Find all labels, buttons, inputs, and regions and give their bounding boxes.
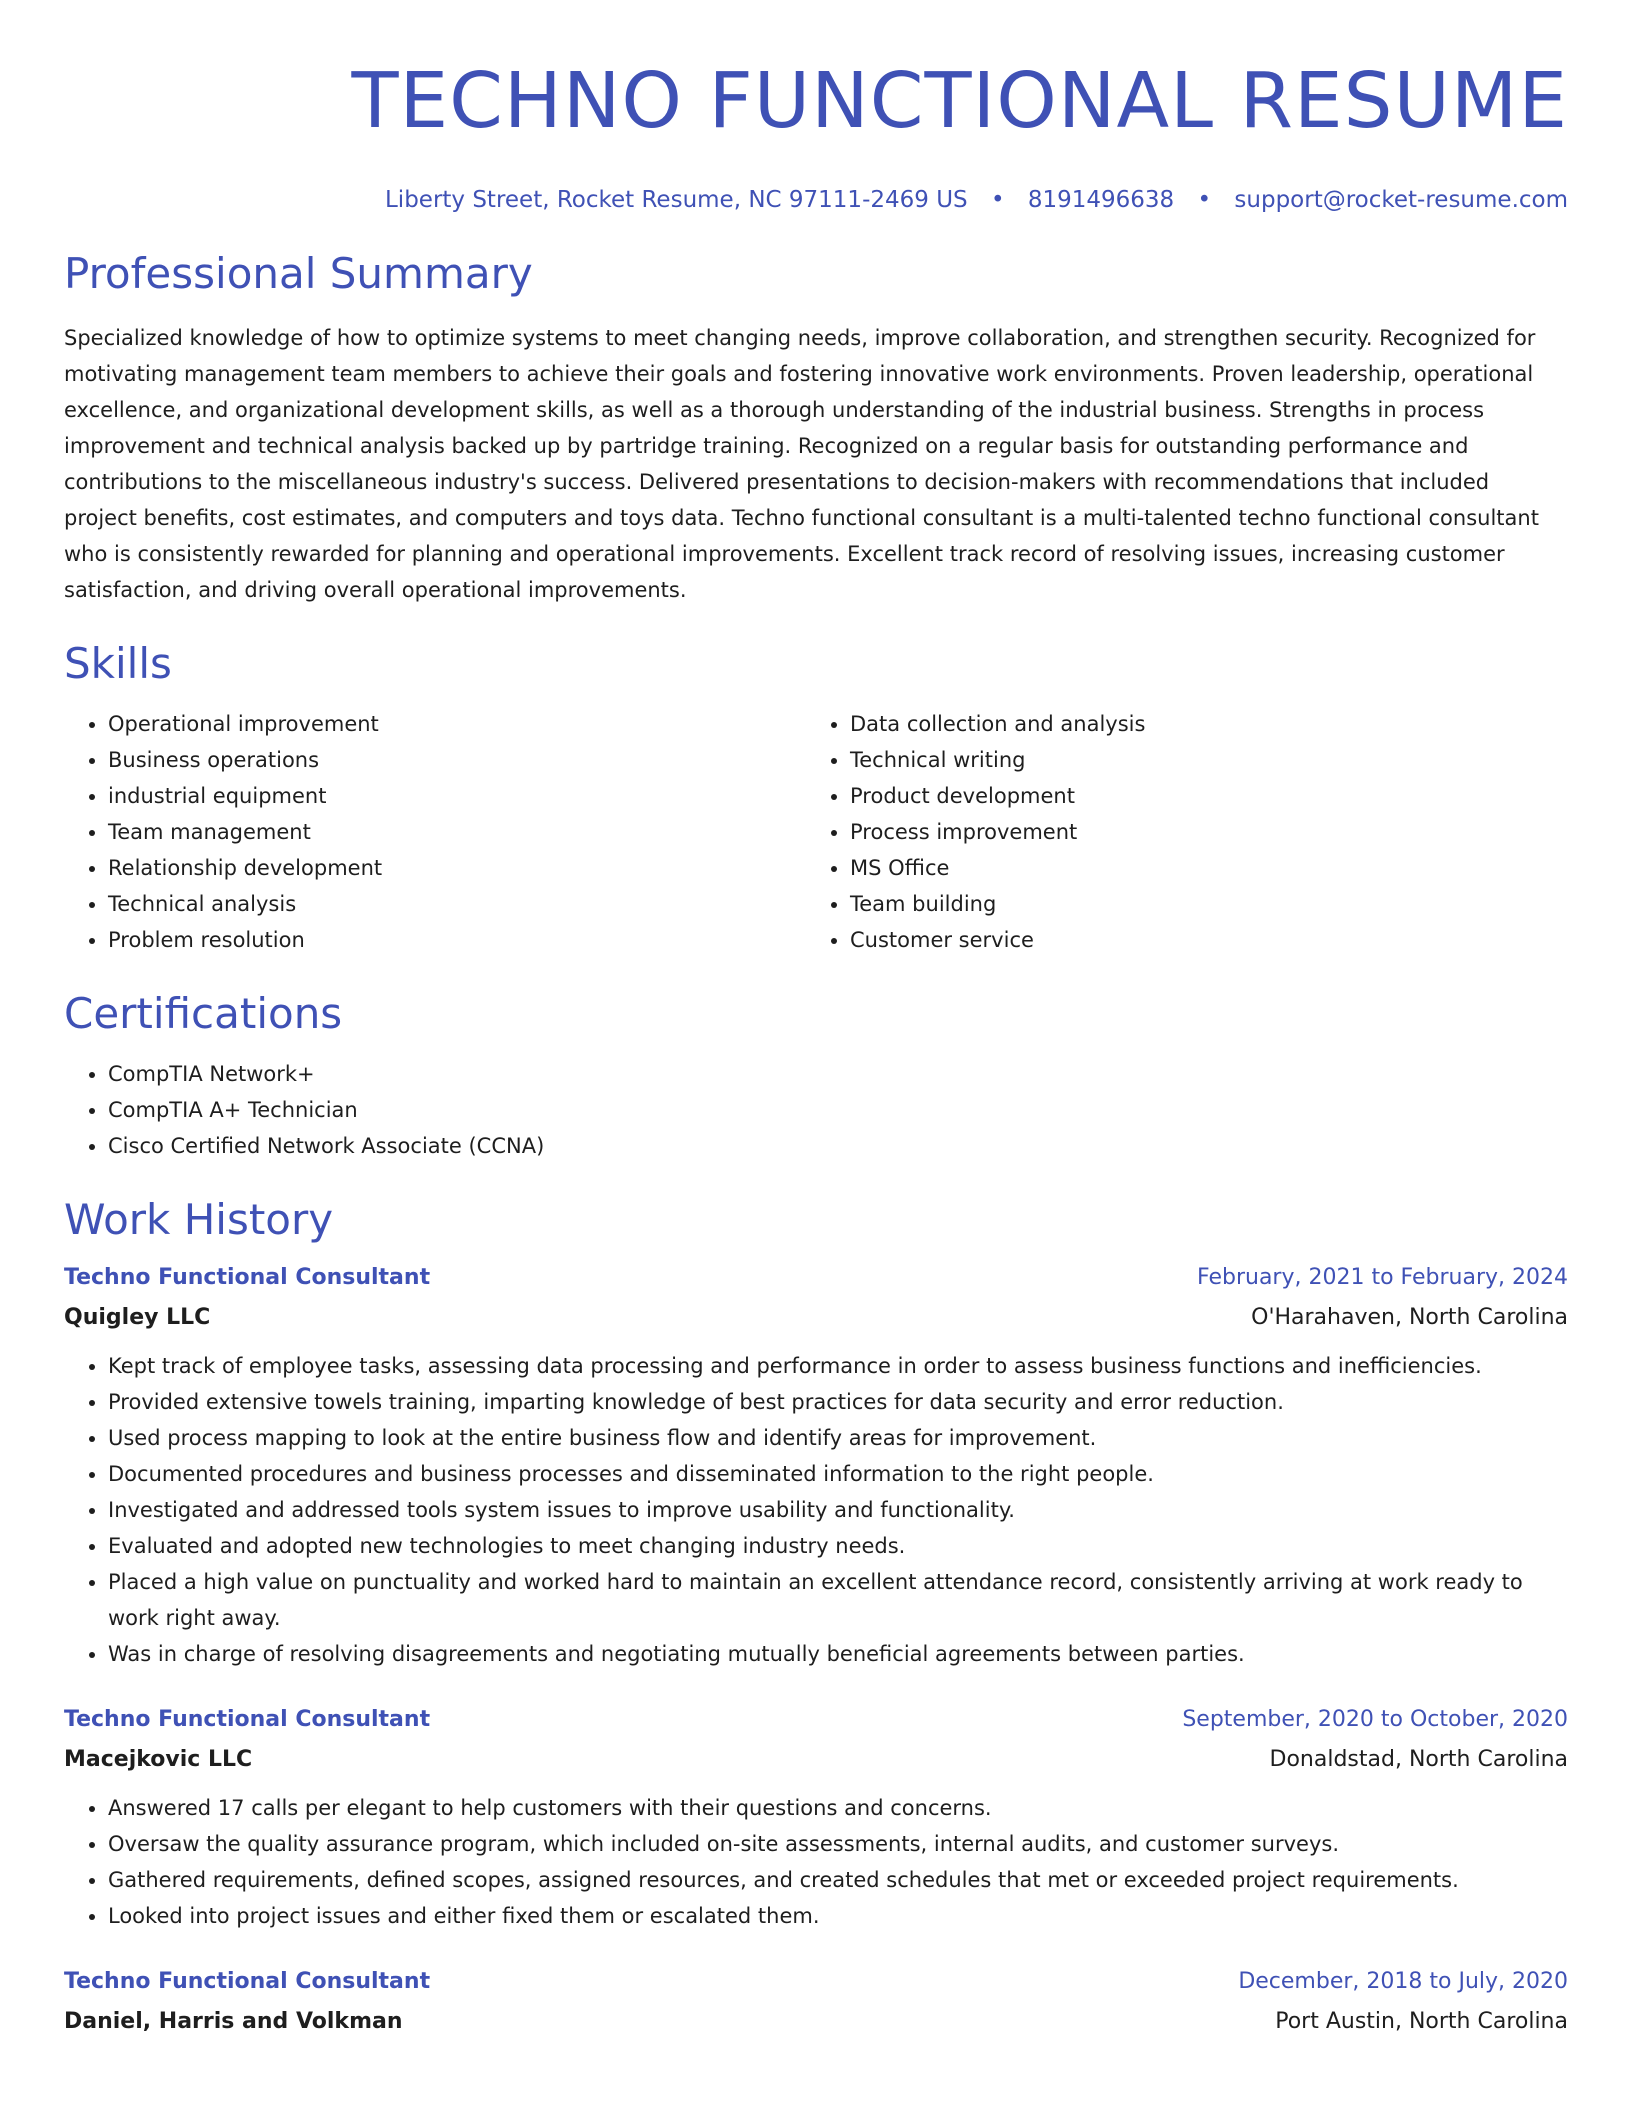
list-item: • Gathered requirements, defined scopes, assigned resources, and created schedules that met or exceeded project requirements. xyxy=(108,1862,1568,1898)
list-item: • Documented procedures and business processes and disseminated information to the right people. xyxy=(108,1456,1568,1492)
job-entry xyxy=(64,1964,1568,2040)
skills-right-list xyxy=(806,706,1548,958)
list-item: • Business operations xyxy=(108,742,806,778)
list-item: • Data collection and analysis xyxy=(850,706,1548,742)
skills-columns xyxy=(64,706,1568,958)
certifications-list xyxy=(64,1056,1568,1164)
job-company: Macejkovic LLC xyxy=(64,1747,253,1772)
certifications-heading: Certifications xyxy=(64,989,343,1038)
skills-right-column xyxy=(806,706,1548,958)
skills-left-column xyxy=(64,706,806,958)
list-item: • Looked into project issues and either fixed them or escalated them. xyxy=(108,1898,1568,1934)
summary-section xyxy=(64,248,1568,608)
resume-page xyxy=(64,0,1568,2040)
list-item: • Relationship development xyxy=(108,850,806,886)
work-history-heading: Work History xyxy=(64,1195,334,1244)
job-bullets xyxy=(64,1348,1568,1672)
list-item: • Provided extensive towels training, imparting knowledge of best practices for data security and error reduction. xyxy=(108,1384,1568,1420)
skills-left-list xyxy=(64,706,806,958)
job-company: Quigley LLC xyxy=(64,1305,211,1330)
list-item: • Answered 17 calls per elegant to help customers with their questions and concerns. xyxy=(108,1790,1568,1826)
list-item: • Team management xyxy=(108,814,806,850)
job-subheader xyxy=(64,1742,1568,1778)
job-title: Techno Functional Consultant xyxy=(64,1969,431,1994)
skills-heading: Skills xyxy=(64,639,172,688)
list-item: • Used process mapping to look at the entire business flow and identify areas for improvement. xyxy=(108,1420,1568,1456)
job-location: Donaldstad, North Carolina xyxy=(1269,1747,1568,1772)
job-dates: February, 2021 to February, 2024 xyxy=(1197,1265,1568,1290)
list-item: • Problem resolution xyxy=(108,922,806,958)
list-item: • Customer service xyxy=(850,922,1548,958)
resume-title: TECHNO FUNCTIONAL RESUME xyxy=(351,57,1568,146)
job-header xyxy=(64,1964,1568,2000)
list-item: • Cisco Certified Network Associate (CCNA) xyxy=(108,1128,1568,1164)
job-dates: September, 2020 to October, 2020 xyxy=(1182,1707,1568,1732)
list-item: • CompTIA A+ Technician xyxy=(108,1092,1568,1128)
job-company: Daniel, Harris and Volkman xyxy=(64,2009,403,2034)
summary-heading: Professional Summary xyxy=(64,249,533,298)
list-item: • Oversaw the quality assurance program, which included on-site assessments, internal audits, and customer surveys. xyxy=(108,1826,1568,1862)
job-entry xyxy=(64,1702,1568,1934)
job-dates: December, 2018 to July, 2020 xyxy=(1238,1969,1568,1994)
list-item: • Operational improvement xyxy=(108,706,806,742)
job-subheader xyxy=(64,2004,1568,2040)
job-title: Techno Functional Consultant xyxy=(64,1265,431,1290)
job-entry xyxy=(64,1260,1568,1672)
list-item: • Product development xyxy=(850,778,1548,814)
list-item: • CompTIA Network+ xyxy=(108,1056,1568,1092)
contact-email[interactable]: support@rocket-resume.com xyxy=(1234,187,1568,213)
list-item: • Technical analysis xyxy=(108,886,806,922)
job-header xyxy=(64,1702,1568,1738)
list-item: • MS Office xyxy=(850,850,1548,886)
list-item: • Evaluated and adopted new technologies to meet changing industry needs. xyxy=(108,1528,1568,1564)
contact-phone: 8191496638 xyxy=(1027,187,1175,213)
skills-section xyxy=(64,638,1568,958)
job-location: Port Austin, North Carolina xyxy=(1275,2009,1568,2034)
contact-line xyxy=(64,184,1568,216)
contact-address: Liberty Street, Rocket Resume, NC 97111-2469 US xyxy=(384,187,968,213)
job-location: O'Harahaven, North Carolina xyxy=(1251,1305,1568,1330)
list-item: • Team building xyxy=(850,886,1548,922)
job-title: Techno Functional Consultant xyxy=(64,1707,431,1732)
certifications-section xyxy=(64,988,1568,1164)
contact-separator: • xyxy=(1197,187,1212,213)
list-item: • Investigated and addressed tools system issues to improve usability and functionality. xyxy=(108,1492,1568,1528)
list-item: • Placed a high value on punctuality and worked hard to maintain an excellent attendance record, consistently arriving at work ready to work right away. xyxy=(108,1564,1568,1636)
list-item: • industrial equipment xyxy=(108,778,806,814)
list-item: • Kept track of employee tasks, assessing data processing and performance in order to assess business functions and inefficiencies. xyxy=(108,1348,1568,1384)
list-item: • Process improvement xyxy=(850,814,1548,850)
job-subheader xyxy=(64,1300,1568,1336)
summary-text: Specialized knowledge of how to optimize systems to meet changing needs, improve collaboration, and strengthen security. Recognized for motivating management team members to achieve their goals and fostering innovative work environments. Proven leadership, operational excellence, and organizational development skills, as well as a thorough understanding of the industrial business. Strengths in process improvement and technical analysis backed up by partridge training. Recognized on a regular basis for outstanding performance and contributions to the miscellaneous industry's success. Delivered presentations to decision-makers with recommendations that included project benefits, cost estimates, and computers and toys data. Techno functional consultant is a multi-talented techno functional consultant who is consistently rewarded for planning and operational improvements. Excellent track record of resolving issues, increasing customer satisfaction, and driving overall operational improvements. xyxy=(64,326,1539,602)
list-item: • Technical writing xyxy=(850,742,1548,778)
contact-separator: • xyxy=(990,187,1005,213)
job-header xyxy=(64,1260,1568,1296)
work-history-section xyxy=(64,1194,1568,2040)
job-bullets xyxy=(64,1790,1568,1934)
list-item: • Was in charge of resolving disagreements and negotiating mutually beneficial agreements between parties. xyxy=(108,1636,1568,1672)
